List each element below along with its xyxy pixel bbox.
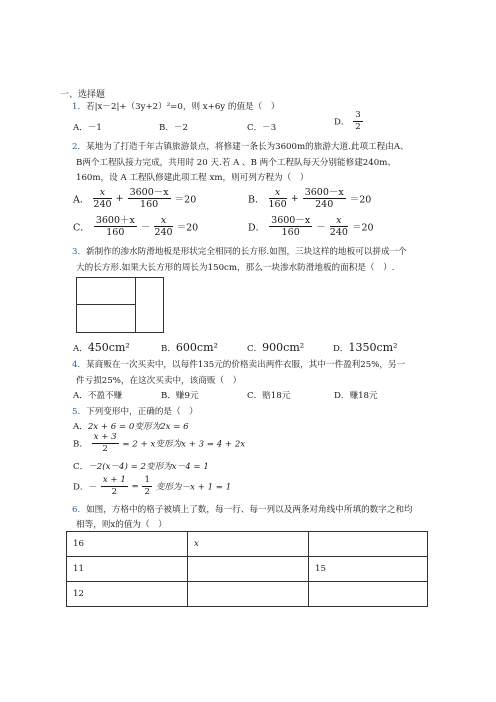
- grid-cell: [309, 532, 428, 557]
- grid-cell: 11: [67, 557, 188, 582]
- option-label: B．: [159, 123, 174, 133]
- grid-cell: [188, 582, 309, 607]
- section-title: 一、选择题: [60, 90, 106, 100]
- figure-divider-horizontal: [77, 304, 135, 305]
- question-number: 4．: [72, 360, 87, 370]
- grid-cell: x: [188, 532, 309, 557]
- q3-option-a[interactable]: A．450cm²: [73, 341, 130, 354]
- question-2-line-3: 160m，设 A 工程队修建此项工程 xm，则可列方程为（ ）: [76, 173, 309, 183]
- q5-option-b[interactable]: B． $\frac{x + 3}{2}$ = 2 + x变形为x + 3 = 4 + 2x: [73, 432, 246, 454]
- option-text: －3: [262, 123, 277, 133]
- q4-option-b[interactable]: B．赚9元: [161, 391, 199, 401]
- option-label: C．: [247, 123, 263, 133]
- q2-option-b[interactable]: B． $\frac{x}{160}$ + $\frac{3600-x}{240}$ ＝20: [248, 187, 372, 210]
- grid-cell: [188, 557, 309, 582]
- number-grid: [66, 531, 428, 607]
- q4-option-a[interactable]: A．不盈不赚: [73, 391, 123, 401]
- question-2-line-2: B两个工程队接力完成，共用时 20 天.若 A 、B 两个工程队每天分别能修建240m、: [76, 158, 396, 168]
- table-row: [67, 532, 428, 557]
- q1-option-d[interactable]: [334, 110, 364, 133]
- question-2-line-1: 2．某地为了打造千年古镇旅游景点，将修建一条长为3600m的旅游大道.此项工程由A、: [72, 142, 409, 152]
- q5-option-d[interactable]: D．－ $\frac{x + 1}{2}$ = $\frac{1}{2}$ 变形为－x + 1 = 1: [73, 475, 232, 497]
- question-6-line-1: 6．如图，方格中的格子被填上了数，每一行、每一列以及两条对角线中所填的数字之和均: [72, 505, 413, 515]
- grid-cell: [309, 582, 428, 607]
- q5-option-a[interactable]: A．2x + 6 = 0变形为2x = 6: [73, 422, 189, 432]
- figure-divider-vertical: [135, 278, 136, 332]
- q1-option-a[interactable]: [73, 121, 102, 133]
- option-label: A．: [73, 123, 88, 133]
- q3-option-c[interactable]: C．900cm²: [247, 341, 305, 354]
- option-text: －1: [87, 123, 102, 133]
- question-3-line-2: 大的长方形.如果大长方形的周长为150cm，那么一块渗水防滑地板的面积是（ ）.: [76, 263, 395, 273]
- question-4-line-2: 件亏损25%，在这次买卖中，该商贩（ ）: [76, 376, 242, 386]
- q4-option-d[interactable]: D．赚18元: [334, 391, 378, 401]
- q1-option-c[interactable]: [247, 121, 276, 133]
- question-number: 2．: [72, 142, 87, 152]
- question-5: 5．下列变形中，正确的是（ ）: [72, 407, 198, 417]
- question-6-line-2: 相等，则x的值为（ ）: [76, 520, 167, 530]
- grid-cell: 15: [309, 557, 428, 582]
- question-4-line-1: 4．某商贩在一次买卖中，以每件135元的价格卖出两件衣服，其中一件盈利25%，另一: [72, 360, 406, 370]
- rectangle-figure: [76, 277, 164, 333]
- q3-option-b[interactable]: B．600cm²: [161, 341, 218, 354]
- question-number: 1．: [72, 102, 87, 112]
- fraction: $\frac{3}{2}$: [355, 110, 361, 132]
- question-number: 5．: [72, 407, 87, 417]
- question-1: [72, 100, 279, 112]
- q4-option-c[interactable]: C．赔18元: [247, 391, 291, 401]
- grid-cell: 12: [67, 582, 188, 607]
- question-number: 3．: [72, 247, 87, 257]
- table-row: [67, 557, 428, 582]
- q5-option-c[interactable]: C．－2(x－4) = 2变形为x－4 = 1: [73, 462, 209, 472]
- question-stem: 若|x－2|+（3y+2）²=0，则 x+6y 的值是（ ）: [86, 102, 280, 112]
- question-3-line-1: 3．新制作的渗水防滑地板是形状完全相同的长方形.如图，三块这样的地板可以拼成一个: [72, 247, 407, 257]
- q3-option-d[interactable]: D．1350cm²: [333, 341, 398, 354]
- q2-option-d[interactable]: D． $\frac{3600-x}{160}$ － $\frac{x}{240}$ ＝20: [248, 215, 374, 238]
- q2-option-a[interactable]: A． $\frac{x}{240}$ + $\frac{3600-x}{160}$ ＝20: [73, 187, 197, 210]
- q1-option-b[interactable]: [159, 121, 188, 133]
- option-text: －2: [173, 123, 188, 133]
- q2-option-c[interactable]: C． $\frac{3600+x}{160}$ － $\frac{x}{240}$ ＝20: [73, 215, 199, 238]
- question-number: 6．: [72, 505, 87, 515]
- option-label: D．: [334, 117, 350, 128]
- grid-cell: 16: [67, 532, 188, 557]
- table-row: [67, 582, 428, 607]
